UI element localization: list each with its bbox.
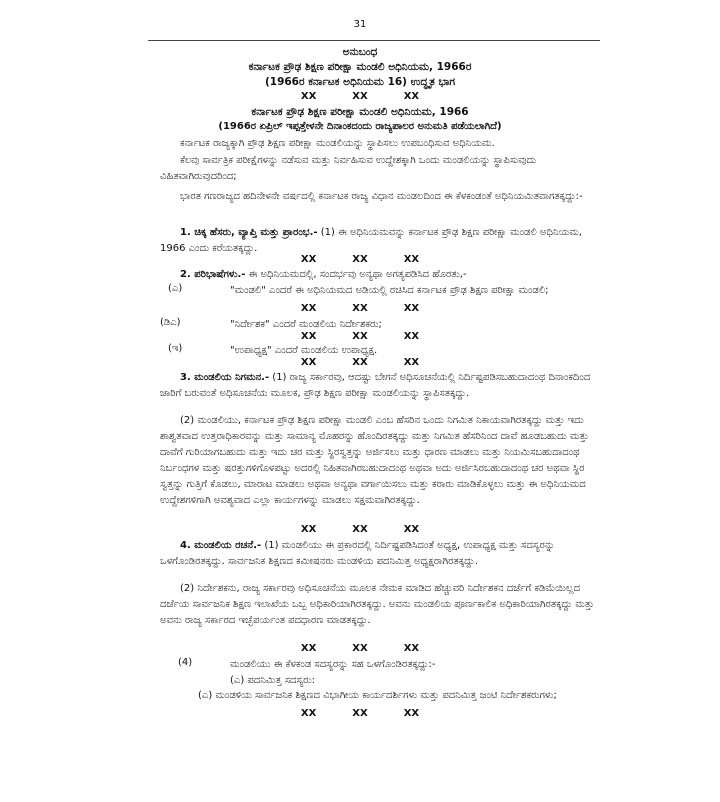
section-2: 2. ಪರಿಭಾಷೆಗಳು.- ಈ ಅಧಿನಿಯಮದಲ್ಲಿ, ಸಂದರ್ಭವು ಅನ್ಯಥಾ ಅಗತ್ಯಪಡಿಸಿದ ಹೊರತು,- — [180, 269, 467, 280]
section-4-heading: 4. ಮಂಡಲಿಯ ರಚನೆ.- — [180, 540, 262, 551]
section-3-heading: 3. ಮಂಡಲಿಯ ನಿಗಮನ.- — [180, 372, 270, 383]
preamble-2: ಭಾರತ ಗಣರಾಜ್ಯದ ಹದಿನೇಳನೇ ವರ್ಷದಲ್ಲಿ ಕರ್ನಾಟಕ ರಾಜ್ಯ ವಿಧಾನ ಮಂಡಲದಿಂದ ಈ ಕೆಳಕಂಡಂತೆ ಅಧಿನಿಯಮಿತವಾಗತಕ್ಕದ್ದು:- — [180, 191, 583, 202]
section-1-heading: 1. ಚಿಕ್ಕ ಹೆಸರು, ವ್ಯಾಪ್ತಿ ಮತ್ತು ಪ್ರಾರಂಭ.- — [180, 227, 318, 238]
section-3: 3. ಮಂಡಲಿಯ ನಿಗಮನ.- (1) ರಾಜ್ಯ ಸರ್ಕಾರವು, ಆದಷ್ಟು ಬೇಗನೆ ಅಧಿಸೂಚನೆಯಲ್ಲಿ ನಿರ್ದಿಷ್ಟಪಡಿಸಬಹುದಾದಂಥ ದಿನಾಂಕದಿಂದ ಜಾರಿಗೆ ಬರುವಂತೆ ಅಧಿಸೂಚನೆಯ ಮೂಲಕ, ಪ್ರೌಢ ಶಿಕ್ಷಣ ಪರೀಕ್ಷಾ ಮಂಡಲಿಯನ್ನು ಸ್ಥಾಪಿಸತಕ್ಕದ್ದು. — [160, 372, 591, 399]
separator: XX XX XX — [300, 357, 420, 368]
intro-text: ಕರ್ನಾಟಕ ರಾಜ್ಯಕ್ಕಾಗಿ ಪ್ರೌಢ ಶಿಕ್ಷಣ ಪರೀಕ್ಷಾ ಮಂಡಲಿಯನ್ನು ಸ್ಥಾಪಿಸಲು ಉಪಬಂಧಿಸುವ ಅಧಿನಿಯಮ. — [180, 138, 495, 149]
definition-a: "ಮಂಡಲಿ" ಎಂದರೆ ಈ ಅಧಿನಿಯಮದ ಅಡಿಯಲ್ಲಿ ರಚಿಸಿದ ಕರ್ನಾಟಕ ಪ್ರೌಢ ಶಿಕ್ಷಣ ಪರೀಕ್ಷಾ ಮಂಡಲಿ; — [230, 285, 549, 296]
act-heading: ಕರ್ನಾಟಕ ಪ್ರೌಢ ಶಿಕ್ಷಣ ಪರೀಕ್ಷಾ ಮಂಡಲಿ ಅಧಿನಿಯಮ, 1966 — [251, 106, 469, 118]
definition-label: (ಡಿಎ) — [160, 317, 181, 328]
header-rule — [148, 40, 600, 41]
act-subtitle: (1966ರ ಕರ್ನಾಟಕ ಅಧಿನಿಯಮ 16) ಉದ್ಧೃತ ಭಾಗ — [264, 76, 456, 88]
definition-label: (ಇ) — [168, 343, 183, 354]
page-number: 31 — [353, 19, 367, 30]
preamble-1: ಕೆಲವು ಸಾರ್ವತ್ರಿಕ ಪರೀಕ್ಷೆಗಳನ್ನು ನಡೆಸುವ ಮತ್ತು ನಿರ್ವಹಿಸುವ ಉದ್ದೇಶಕ್ಕಾಗಿ ಒಂದು ಮಂಡಲಿಯನ್ನು ಸ್ಥಾಪಿಸುವುದು ವಿಹಿತವಾಗಿರುವುದರಿಂದ; — [160, 155, 537, 182]
clause-label: (4) — [178, 657, 193, 668]
separator: XX XX XX — [300, 643, 420, 654]
section-4-clause-4: ಮಂಡಲಿಯು ಈ ಕೆಳಕಂಡ ಸದಸ್ಯರನ್ನು ಸಹ ಒಳಗೊಂಡಿರತಕ್ಕದ್ದು:- — [230, 659, 436, 670]
separator: XX XX XX — [300, 254, 420, 265]
separator: XX XX XX — [300, 708, 420, 719]
act-title: ಕರ್ನಾಟಕ ಪ್ರೌಢ ಶಿಕ್ಷಣ ಪರೀಕ್ಷಾ ಮಂಡಲಿ ಅಧಿನಿಯಮ, 1966ರ — [248, 61, 472, 73]
ex-officio-item: (ಎ) ಮಂಡಳಿಯ ಸಾರ್ವಜನಿಕ ಶಿಕ್ಷಣದ ವಿಭಾಗೀಯ ಕಾರ್ಯದರ್ಶಿಗಳು ಮತ್ತು ಪದನಿಮಿತ್ತ ಜಂಟಿ ನಿರ್ದೇಶಕರುಗಳು; — [198, 690, 557, 701]
assent-note: (1966ರ ಏಪ್ರಿಲ್ ಇಪ್ಪತ್ತೇಳನೇ ದಿನಾಂಕದಂದು ರಾಜ್ಯಪಾಲರ ಅನುಮತಿ ಪಡೆಯಲಾಗಿದೆ) — [218, 121, 502, 132]
definition-label: (ಎ) — [168, 283, 183, 294]
separator: XX XX XX — [300, 524, 420, 535]
section-2-heading: 2. ಪರಿಭಾಷೆಗಳು.- — [180, 269, 246, 280]
section-4-clause-2: (2) ನಿರ್ದೇಶಕನು, ರಾಜ್ಯ ಸರ್ಕಾರವು ಅಧಿಸೂಚನೆಯ ಮೂಲಕ ನೇಮಕ ಮಾಡಿದ ಹೆಚ್ಚುವರಿ ನಿರ್ದೇಶಕನ ದರ್ಜೆಗೆ ಕಡಿಮೆಯಿಲ್ಲದ ದರ್ಜೆಯ ಸಾರ್ವಜನಿಕ ಶಿಕ್ಷಣ ಇಲಾಖೆಯ ಒಬ್ಬ ಅಧಿಕಾರಿಯಾಗಿರತಕ್ಕದ್ದು. ಅವನು ಮಂಡಲಿಯ ಪೂರ್ಣಕಾಲಿಕ ಅಧಿಕಾರಿಯಾಗಿರತಕ್ಕದ್ದು ಮತ್ತು ಅವನು ರಾಜ್ಯ ಸರ್ಕಾರದ ಇಚ್ಛೆಪರ್ಯಂತ ಪದಧಾರಣ ಮಾಡತಕ್ಕದ್ದು. — [160, 583, 595, 626]
definition-ea: "ನಿರ್ದೇಶಕ" ಎಂದರೆ ಮಂಡಲಿಯ ನಿರ್ದೇಶಕರು; — [230, 319, 382, 330]
separator: XX XX XX — [300, 331, 420, 342]
section-4: 4. ಮಂಡಲಿಯ ರಚನೆ.- (1) ಮಂಡಲಿಯು ಈ ಪ್ರಕಾರದಲ್ಲಿ ನಿರ್ದಿಷ್ಟಪಡಿಸಿದಂತೆ ಅಧ್ಯಕ್ಷ, ಉಪಾಧ್ಯಕ್ಷ ಮತ್ತು ಸದಸ್ಯರನ್ನು ಒಳಗೊಂಡಿರತಕ್ಕದ್ದು. ಸಾರ್ವಜನಿಕ ಶಿಕ್ಷಣದ ಕಮೀಷನರು ಮಂಡಳಿಯ ಪದನಿಮಿತ್ತ ಅಧ್ಯಕ್ಷರಾಗಿರತಕ್ಕದ್ದು. — [160, 540, 555, 567]
separator: XX XX XX — [300, 91, 420, 102]
definition-e: "ಉಪಾಧ್ಯಕ್ಷ" ಎಂದರೆ ಮಂಡಲಿಯ ಉಪಾಧ್ಯಕ್ಷ. — [230, 345, 378, 356]
ex-officio-heading: (ಎ) ಪದನಿಮಿತ್ತ ಸದಸ್ಯರು: — [230, 675, 316, 686]
separator: XX XX XX — [300, 303, 420, 314]
section-3-clause-2: (2) ಮಂಡಲಿಯು, ಕರ್ನಾಟಕ ಪ್ರೌಢ ಶಿಕ್ಷಣ ಪರೀಕ್ಷಾ ಮಂಡಲಿ ಎಂಬ ಹೆಸರಿನ ಒಂದು ನಿಗಮಿತ ನಿಕಾಯವಾಗಿರತಕ್ಕದ್ದು ಮತ್ತು ಇದು ಶಾಶ್ವತವಾದ ಉತ್ತರಾಧಿಕಾರವನ್ನು ಮತ್ತು ಸಾಮಾನ್ಯ ಮೊಹರನ್ನು ಹೊಂದಿರತಕ್ಕದ್ದು ಮತ್ತು ನಿಗಮಿತ ಹೆಸರಿನಿಂದ ದಾವೆ ಹೂಡಬಹುದು ಮತ್ತು ದಾವೆಗೆ ಗುರಿಯಾಗಬಹುದು ಮತ್ತು ಇದು ಚರ ಮತ್ತು ಸ್ಥಿರಸ್ವತ್ತನ್ನು ಅರ್ಜಿಸಲು ಮತ್ತು ಧಾರಣ ಮಾಡಲು ಮತ್ತು ನಿಯಮಿಸಬಹುದಾದಂಥ ನಿರ್ಬಂಧಗಳ ಮತ್ತು ಷರತ್ತುಗಳಿಗೊಳಪಟ್ಟು ಅದರಲ್ಲಿ ನಿಹಿತವಾಗಿರಬಹುದಾದಂಥ ಅಥವಾ ಅದು ಅರ್ಜಿಸಿರಬಹುದಾದಂಥ ಚರ ಅಥವಾ ಸ್ಥಿರ ಸ್ವತ್ತನ್ನು ಗುತ್ತಿಗೆ ಕೊಡಲು, ಮಾರಾಟ ಮಾಡಲು ಅಥವಾ ಅನ್ಯಥಾ ವರ್ಗಾಯಿಸಲು ಮತ್ತು ಕರಾರು ಮಾಡಿಕೊಳ್ಳಲು ಮತ್ತು ಈ ಅಧಿನಿಯಮದ ಉದ್ದೇಶಗಳಿಗಾಗಿ ಅವಶ್ಯವಾದ ಎಲ್ಲಾ ಕಾರ್ಯಗಳನ್ನು ಮಾಡಲು ಸಕ್ಷಮವಾಗಿರತಕ್ಕದ್ದು. — [160, 415, 589, 506]
section-1: 1. ಚಿಕ್ಕ ಹೆಸರು, ವ್ಯಾಪ್ತಿ ಮತ್ತು ಪ್ರಾರಂಭ.- (1) ಈ ಅಧಿನಿಯಮವನ್ನು ಕರ್ನಾಟಕ ಪ್ರೌಢ ಶಿಕ್ಷಣ ಪರೀಕ್ಷಾ ಮಂಡಲಿ ಅಧಿನಿಯಮ, 1966 ಎಂದು ಕರೆಯತಕ್ಕದ್ದು. — [160, 227, 582, 254]
annex-title: ಅನುಬಂಧ — [342, 46, 378, 58]
